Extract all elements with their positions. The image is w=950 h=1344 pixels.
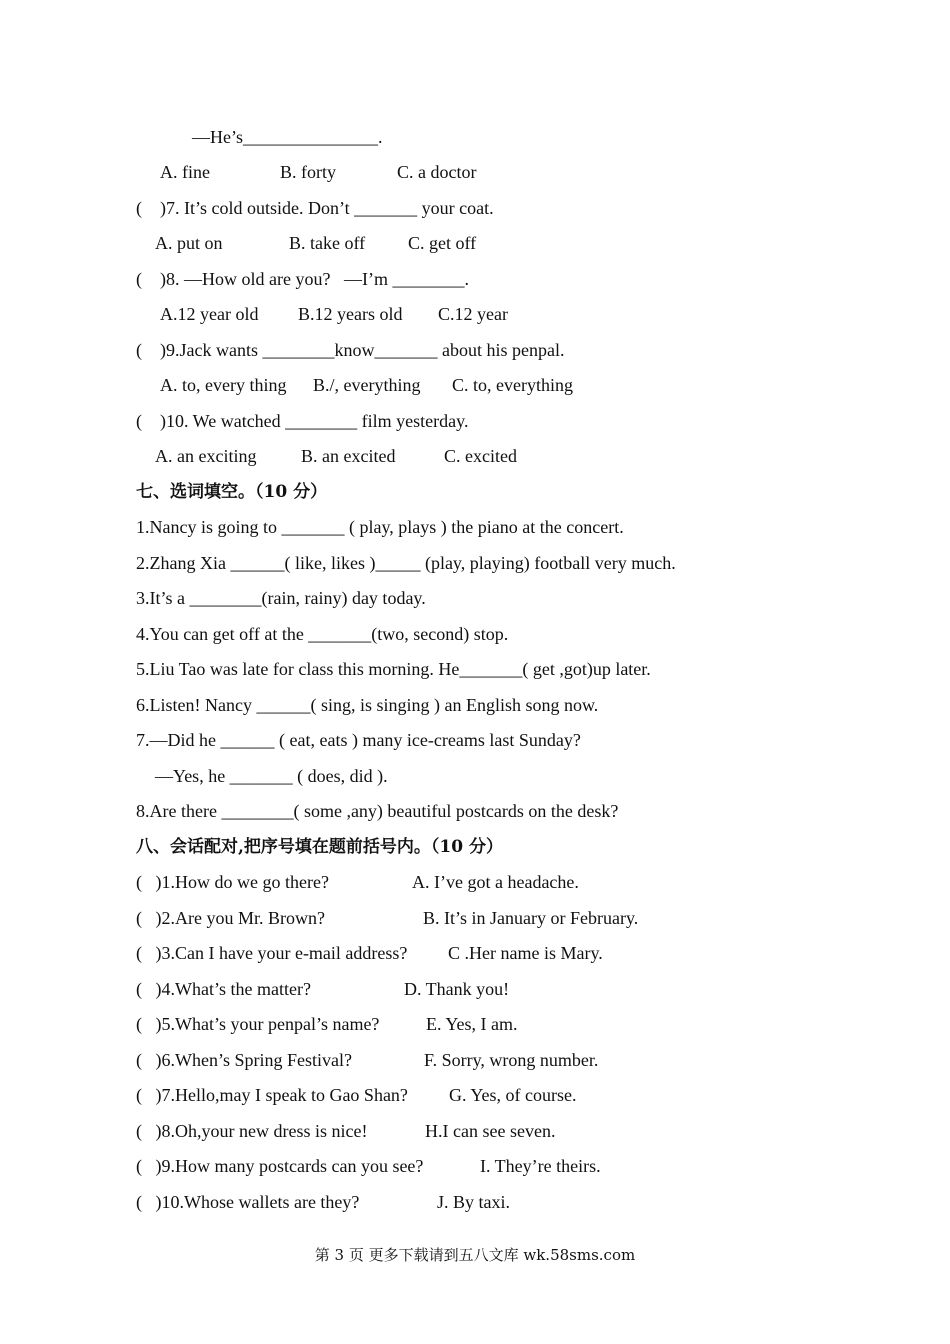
q6-option-a: A. fine bbox=[160, 162, 210, 182]
q10-option-a: A. an exciting bbox=[155, 446, 257, 466]
q8-option-b: B.12 years old bbox=[298, 304, 403, 324]
q9-option-a: A. to, every thing bbox=[160, 375, 287, 395]
part8-answer-j: J. By taxi. bbox=[437, 1192, 511, 1212]
part8-heading: 八、会话配对,把序号填在题前括号内。（10 分） bbox=[136, 837, 503, 857]
q6-option-c: C. a doctor bbox=[397, 162, 477, 182]
part7-item-7: 7.—Did he ______ ( eat, eats ) many ice-creams last Sunday? bbox=[136, 730, 581, 750]
question-8: ( )8. —How old are you? —I’m ________. bbox=[136, 269, 469, 289]
q8-option-a: A.12 year old bbox=[160, 304, 259, 324]
part7-item-8: 8.Are there ________( some ,any) beautiful postcards on the desk? bbox=[136, 801, 619, 821]
part7-item-2: 2.Zhang Xia ______( like, likes )_____ (play, playing) football very much. bbox=[136, 553, 676, 573]
q10-option-c: C. excited bbox=[444, 446, 517, 466]
part8-question-1: ( )1.How do we go there? bbox=[136, 872, 329, 892]
part8-answer-g: G. Yes, of course. bbox=[449, 1085, 577, 1105]
part7-item-4: 4.You can get off at the _______(two, second) stop. bbox=[136, 624, 509, 644]
part8-answer-c: C .Her name is Mary. bbox=[448, 943, 603, 963]
part8-question-4: ( )4.What’s the matter? bbox=[136, 979, 311, 999]
part8-question-10: ( )10.Whose wallets are they? bbox=[136, 1192, 360, 1212]
part7-item-3: 3.It’s a ________(rain, rainy) day today. bbox=[136, 588, 426, 608]
part8-question-3: ( )3.Can I have your e-mail address? bbox=[136, 943, 408, 963]
part8-answer-d: D. Thank you! bbox=[404, 979, 510, 999]
part7-item-6: 6.Listen! Nancy ______( sing, is singing ) an English song now. bbox=[136, 695, 599, 715]
part8-question-5: ( )5.What’s your penpal’s name? bbox=[136, 1014, 380, 1034]
q6-option-b: B. forty bbox=[280, 162, 336, 182]
q8-option-c: C.12 year bbox=[438, 304, 508, 324]
part8-answer-i: I. They’re theirs. bbox=[480, 1156, 601, 1176]
part8-question-8: ( )8.Oh,your new dress is nice! bbox=[136, 1121, 368, 1141]
q9-option-c: C. to, everything bbox=[452, 375, 573, 395]
part8-answer-h: H.I can see seven. bbox=[425, 1121, 556, 1141]
question-9: ( )9.Jack wants ________know_______ about his penpal. bbox=[136, 340, 565, 360]
q10-option-b: B. an excited bbox=[301, 446, 396, 466]
part8-answer-b: B. It’s in January or February. bbox=[423, 908, 639, 928]
question-7: ( )7. It’s cold outside. Don’t _______ your coat. bbox=[136, 198, 494, 218]
part8-question-6: ( )6.When’s Spring Festival? bbox=[136, 1050, 352, 1070]
part8-question-9: ( )9.How many postcards can you see? bbox=[136, 1156, 424, 1176]
q7-option-a: A. put on bbox=[155, 233, 223, 253]
q7-option-c: C. get off bbox=[408, 233, 477, 253]
part8-answer-e: E. Yes, I am. bbox=[426, 1014, 518, 1034]
q7-option-b: B. take off bbox=[289, 233, 366, 253]
part8-question-7: ( )7.Hello,may I speak to Gao Shan? bbox=[136, 1085, 408, 1105]
page-footer: 第 3 页 更多下载请到五八文库 wk.58sms.com bbox=[314, 1246, 636, 1264]
part8-answer-f: F. Sorry, wrong number. bbox=[424, 1050, 599, 1070]
question-10: ( )10. We watched ________ film yesterday. bbox=[136, 411, 469, 431]
part8-question-2: ( )2.Are you Mr. Brown? bbox=[136, 908, 325, 928]
part7-item-5: 5.Liu Tao was late for class this morning. He_______( get ,got)up later. bbox=[136, 659, 651, 679]
q9-option-b: B./, everything bbox=[313, 375, 421, 395]
part7-heading: 七、选词填空。（10 分） bbox=[136, 482, 328, 502]
part7-item-1: 1.Nancy is going to _______ ( play, plays ) the piano at the concert. bbox=[136, 517, 624, 537]
q6-answer-line: —He’s_______________. bbox=[192, 127, 383, 147]
part8-answer-a: A. I’ve got a headache. bbox=[412, 872, 579, 892]
part7-item-7-reply: —Yes, he _______ ( does, did ). bbox=[155, 766, 388, 786]
